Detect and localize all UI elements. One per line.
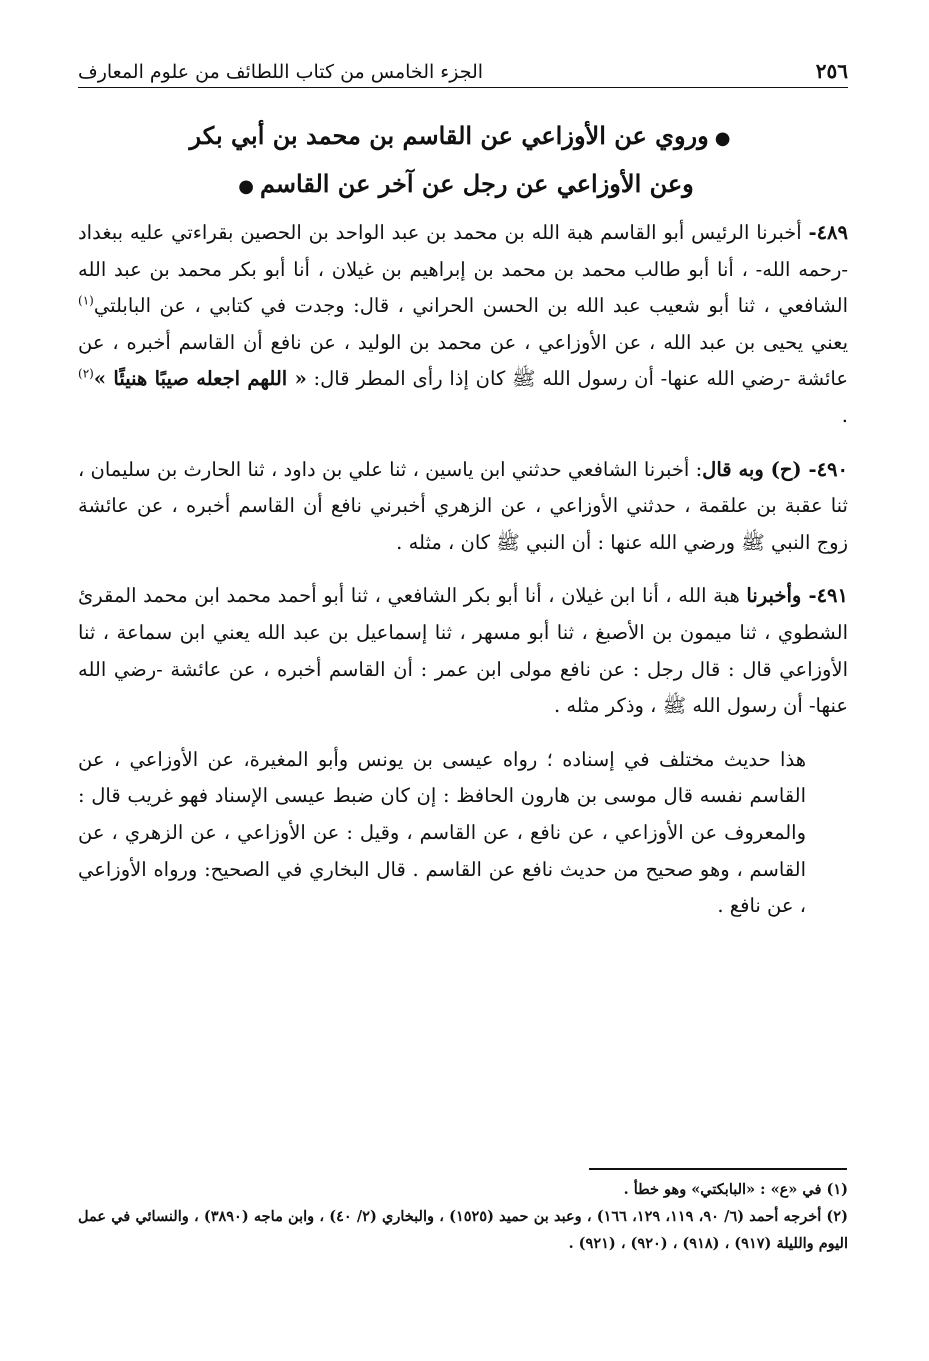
footnote-2: (٢) أخرجه أحمد (٦/ ٩٠، ١١٩، ١٢٩، ١٦٦) ، وعبد بن حميد (١٥٢٥) ، والبخاري (٢/ ٤٠) ، وابن ماجه (٣٨٩٠) ، والنسائي في عمل اليوم والليلة (٩١٧) ، (٩١٨) ، (٩٢٠) ، (٩٢١) .	[78, 1208, 848, 1252]
hadith-text: : أخبرنا الشافعي حدثني ابن ياسين ، ثنا علي بن داود ، ثنا الحارث بن سليمان ، ثنا عقبة بن علقمة ، حدثني الأوزاعي ، عن الزهري أخبرني نافع أن القاسم أخبره ، عن عائشة زوج النبي ﷺ ورضي الله عنها : أن النبي ﷺ كان ، مثله .	[78, 457, 848, 554]
hadith-491	[78, 578, 848, 724]
hadith-text: هبة الله ، أنا ابن غيلان ، أنا أبو بكر الشافعي ، ثنا أبو أحمد محمد ابن محمد المقرئ الشطوي ، ثنا ميمون بن الأصبغ ، ثنا أبو مسهر ، ثنا إسماعيل بن عبد الله يعني ابن سماعة ، ثنا الأوزاعي قال : قال رجل : عن نافع مولى ابن عمر : أن القاسم أخبره ، عن عائشة -رضي الله عنها- أن رسول الله ﷺ ، وذكر مثله .	[78, 584, 848, 718]
prophetic-quote: « اللهم اجعله صيبًا هنيئًا »	[93, 367, 307, 391]
page-number: ٢٥٦	[815, 59, 848, 83]
section-heading-line-1	[78, 120, 848, 155]
section-heading-line-2	[78, 168, 848, 203]
footnote-ref-2[interactable]: (٢)	[78, 366, 94, 381]
bullet-icon: ●	[714, 128, 731, 149]
hadith-number: ٤٩١-	[808, 584, 848, 608]
footnotes	[78, 1176, 848, 1257]
running-header	[78, 58, 848, 88]
heading-text-1: وروي عن الأوزاعي عن القاسم بن محمد بن أبي بكر	[189, 121, 709, 150]
hadith-intro: (ح) وبه قال	[702, 457, 809, 481]
hadith-489	[78, 215, 848, 435]
commentary-paragraph: هذا حديث مختلف في إسناده ؛ رواه عيسى بن يونس وأبو المغيرة، عن الأوزاعي ، عن القاسم نفسه قال موسى بن هارون الحافظ : إن كان ضبط عيسى الإسناد فهو غريب قال : والمعروف عن الأوزاعي ، عن نافع ، عن القاسم ، وقيل : عن الأوزاعي ، عن الزهري ، عن القاسم ، وهو صحيح من حديث نافع عن القاسم . قال البخاري في الصحيح: ورواه الأوزاعي ، عن نافع .	[78, 747, 806, 918]
sentence-end: .	[841, 403, 848, 427]
footnote-divider	[589, 1168, 847, 1170]
hadith-intro: وأخبرنا	[746, 584, 809, 608]
hadith-text: أخبرنا الرئيس أبو القاسم هبة الله بن محمد بن عبد الواحد بن الحصين بقراءتي عليه ببغداد -رحمه الله- ، أنا أبو طالب محمد بن محمد بن إبراهيم بن غيلان ، أنا أبو بكر محمد بن عبد الله الشافعي ، ثنا أبو شعيب عبد الله بن الحسن الحراني ، قال: وجدت في كتابي ، عن البابلتي	[78, 221, 848, 318]
footnote-ref-1[interactable]: (١)	[78, 293, 94, 308]
hadith-490	[78, 452, 848, 562]
hadith-text: يعني يحيى بن عبد الله ، عن الأوزاعي ، عن محمد بن الوليد ، عن نافع أن القاسم أخبره ، عن عائشة -رضي الله عنها- أن رسول الله ﷺ كان إذا رأى المطر قال:	[78, 330, 849, 391]
footnote-1: (١) في «ع» : «البابكتي» وهو خطأ .	[623, 1181, 848, 1198]
heading-text-2: وعن الأوزاعي عن رجل عن آخر عن القاسم	[259, 169, 694, 198]
hadith-number: ٤٨٩-	[808, 221, 848, 244]
running-title: الجزء الخامس من كتاب اللطائف من علوم المعارف	[78, 61, 484, 83]
bullet-icon: ●	[238, 176, 254, 197]
hadith-number: ٤٩٠-	[808, 457, 848, 481]
main-text	[78, 215, 848, 942]
